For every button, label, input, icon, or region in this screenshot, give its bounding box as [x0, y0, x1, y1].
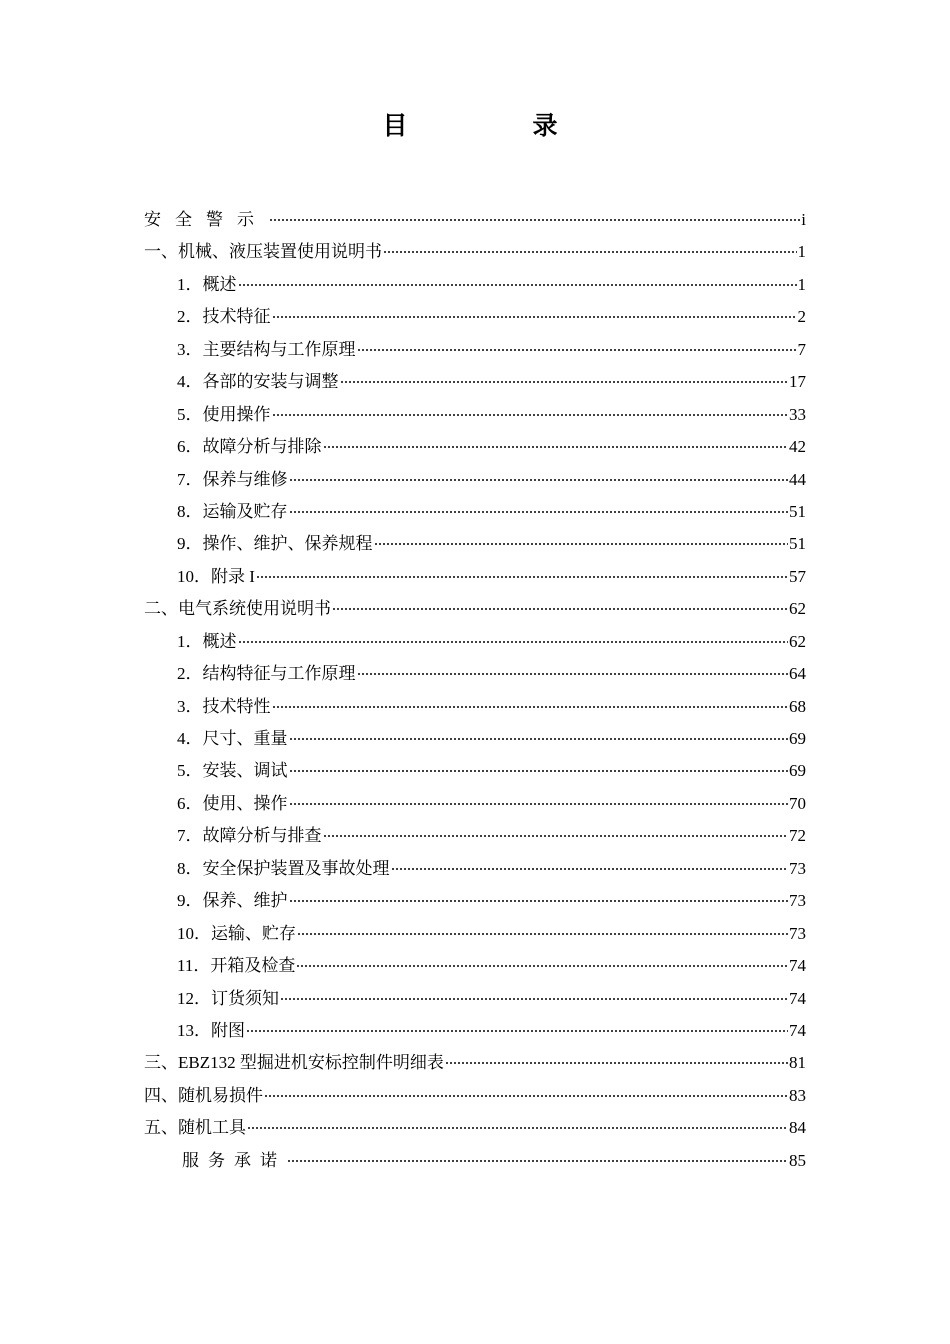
- toc-entry-label: 五、随机工具: [144, 1118, 246, 1138]
- toc-dot-leader: [289, 770, 789, 772]
- toc-dot-leader: [247, 1127, 788, 1129]
- toc-entry-label: 7．故障分析与排查: [177, 826, 322, 846]
- toc-entry-page-number: 85: [789, 1150, 806, 1170]
- toc-entry-page-number: 74: [789, 1020, 806, 1040]
- toc-entry-label: 一、机械、液压装置使用说明书: [144, 242, 382, 262]
- toc-entry[interactable]: [144, 1015, 806, 1047]
- toc-entry[interactable]: [144, 1145, 806, 1177]
- toc-entry-label: 3．技术特性: [177, 696, 271, 716]
- toc-dot-leader: [272, 414, 789, 416]
- toc-dot-leader: [287, 1160, 788, 1162]
- toc-entry[interactable]: [144, 658, 806, 690]
- toc-dot-leader: [289, 803, 789, 805]
- toc-entry-page-number: 72: [789, 826, 806, 846]
- toc-dot-leader: [280, 998, 788, 1000]
- toc-entry-label: 3．主要结构与工作原理: [177, 339, 356, 359]
- toc-entry-label: 9．操作、维护、保养规程: [177, 534, 373, 554]
- toc-entry-label: 安全警示: [144, 210, 268, 229]
- toc-entry[interactable]: [144, 1080, 806, 1112]
- toc-entry-page-number: 83: [789, 1085, 806, 1105]
- toc-dot-leader: [289, 479, 789, 481]
- toc-dot-leader: [272, 706, 789, 708]
- toc-entry-page-number: 70: [789, 793, 806, 813]
- toc-dot-leader: [383, 251, 797, 253]
- toc-dot-leader: [289, 511, 789, 513]
- toc-entry-label: 9．保养、维护: [177, 891, 288, 911]
- toc-entry[interactable]: [144, 885, 806, 917]
- toc-entry-page-number: 73: [789, 891, 806, 911]
- toc-entry[interactable]: [144, 691, 806, 723]
- toc-dot-leader: [289, 900, 789, 902]
- toc-entry-page-number: 17: [789, 372, 806, 392]
- toc-entry-page-number: 1: [797, 274, 806, 294]
- toc-entry-label: 5．安装、调试: [177, 761, 288, 781]
- toc-entry-label: 8．安全保护装置及事故处理: [177, 858, 390, 878]
- toc-entry[interactable]: [144, 528, 806, 560]
- toc-entry-label: 2．技术特征: [177, 307, 271, 327]
- toc-entry[interactable]: [144, 301, 806, 333]
- toc-entry[interactable]: [144, 918, 806, 950]
- toc-entry-page-number: 57: [789, 566, 806, 586]
- toc-entry-label: 三、EBZ132 型掘进机安标控制件明细表: [144, 1053, 444, 1073]
- toc-entry-label: 二、电气系统使用说明书: [144, 599, 331, 619]
- toc-entry-page-number: 69: [789, 761, 806, 781]
- toc-entry-label: 2．结构特征与工作原理: [177, 664, 356, 684]
- toc-entry-page-number: 2: [797, 307, 806, 327]
- toc-entry-label: 1．概述: [177, 274, 237, 294]
- toc-entry-label: 服务承诺: [182, 1150, 286, 1170]
- toc-dot-leader: [238, 284, 797, 286]
- toc-entry[interactable]: [144, 1047, 806, 1079]
- toc-entry[interactable]: [144, 788, 806, 820]
- toc-entry[interactable]: [144, 983, 806, 1015]
- toc-dot-leader: [332, 608, 788, 610]
- toc-entry[interactable]: [144, 561, 806, 593]
- toc-entry-label: 5．使用操作: [177, 404, 271, 424]
- toc-dot-leader: [323, 835, 789, 837]
- toc-entry[interactable]: [144, 626, 806, 658]
- toc-entry-label: 10．运输、贮存: [177, 923, 296, 943]
- toc-entry[interactable]: [144, 723, 806, 755]
- toc-entry-page-number: 64: [789, 664, 806, 684]
- toc-entry[interactable]: [144, 820, 806, 852]
- toc-entry-label: 10．附录 I: [177, 566, 255, 586]
- toc-dot-leader: [340, 381, 789, 383]
- toc-entry-label: 11．开箱及检查: [177, 956, 296, 976]
- toc-dot-leader: [269, 219, 800, 221]
- toc-dot-leader: [296, 965, 788, 967]
- toc-dot-leader: [323, 446, 789, 448]
- toc-dot-leader: [264, 1095, 788, 1097]
- table-of-contents: [144, 204, 806, 1177]
- toc-entry[interactable]: [144, 755, 806, 787]
- toc-entry[interactable]: [144, 1112, 806, 1144]
- toc-entry-page-number: 68: [789, 696, 806, 716]
- toc-entry-label: 7．保养与维修: [177, 469, 288, 489]
- toc-entry-label: 6．故障分析与排除: [177, 437, 322, 457]
- toc-entry-page-number: 51: [789, 501, 806, 521]
- toc-entry-page-number: 81: [789, 1053, 806, 1073]
- toc-entry[interactable]: [144, 269, 806, 301]
- toc-entry-page-number: 62: [789, 599, 806, 619]
- toc-dot-leader: [445, 1062, 788, 1064]
- toc-dot-leader: [272, 316, 797, 318]
- toc-entry-label: 4．尺寸、重量: [177, 729, 288, 748]
- toc-entry[interactable]: [144, 431, 806, 463]
- toc-entry[interactable]: [144, 464, 806, 496]
- toc-dot-leader: [357, 673, 789, 675]
- toc-entry-page-number: 62: [789, 631, 806, 651]
- toc-entry-page-number: 51: [789, 534, 806, 554]
- toc-entry-page-number: 33: [789, 404, 806, 424]
- toc-entry[interactable]: [144, 496, 806, 528]
- toc-entry-page-number: 74: [789, 956, 806, 976]
- toc-dot-leader: [297, 933, 788, 935]
- toc-entry-page-number: i: [801, 210, 806, 229]
- toc-entry-page-number: 74: [789, 988, 806, 1008]
- toc-entry-label: 4．各部的安装与调整: [177, 372, 339, 392]
- toc-entry-page-number: 69: [789, 729, 806, 748]
- toc-entry[interactable]: [144, 334, 806, 366]
- toc-entry-label: 8．运输及贮存: [177, 501, 288, 521]
- toc-entry[interactable]: [144, 399, 806, 431]
- toc-entry[interactable]: [144, 593, 806, 625]
- toc-entry[interactable]: [144, 236, 806, 268]
- toc-entry-page-number: 73: [789, 858, 806, 878]
- toc-entry-page-number: 42: [789, 437, 806, 457]
- toc-entry-page-number: 1: [797, 242, 806, 262]
- toc-entry[interactable]: [144, 950, 806, 982]
- toc-entry[interactable]: [144, 853, 806, 885]
- toc-entry-page-number: 73: [789, 923, 806, 943]
- toc-dot-leader: [374, 543, 789, 545]
- toc-dot-leader: [391, 868, 789, 870]
- toc-entry[interactable]: [144, 204, 806, 236]
- toc-dot-leader: [357, 349, 797, 351]
- toc-entry[interactable]: [144, 366, 806, 398]
- toc-entry-label: 6．使用、操作: [177, 793, 288, 813]
- toc-entry-page-number: 84: [789, 1118, 806, 1138]
- toc-dot-leader: [238, 641, 789, 643]
- toc-dot-leader: [289, 738, 789, 740]
- toc-dot-leader: [256, 576, 788, 578]
- toc-entry-page-number: 7: [797, 339, 806, 359]
- toc-entry-label: 12．订货须知: [177, 988, 279, 1008]
- toc-entry-label: 四、随机易损件: [144, 1085, 263, 1105]
- toc-dot-leader: [246, 1030, 788, 1032]
- toc-entry-page-number: 44: [789, 469, 806, 489]
- toc-entry-label: 13．附图: [177, 1020, 245, 1040]
- page-title: 目 录: [382, 113, 608, 140]
- toc-entry-label: 1．概述: [177, 631, 237, 651]
